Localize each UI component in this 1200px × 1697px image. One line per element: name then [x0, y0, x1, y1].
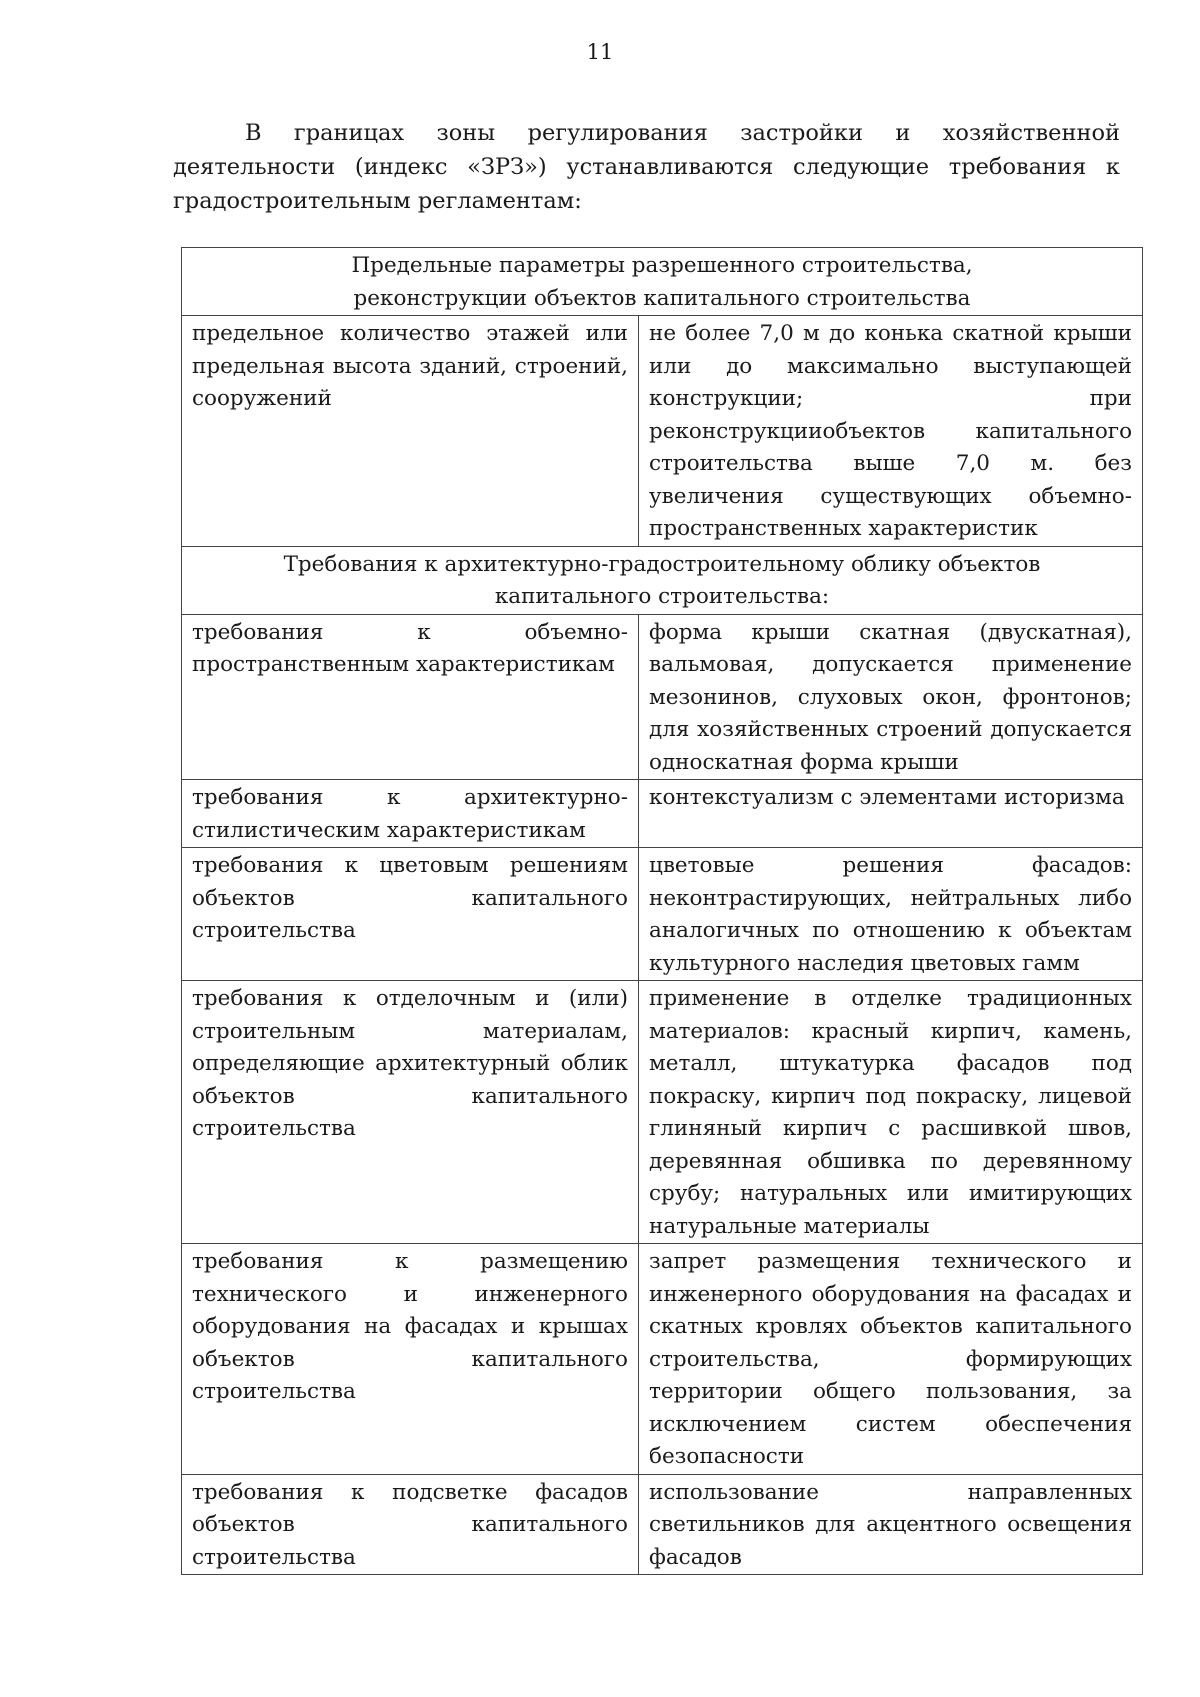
regulations-table: [181, 247, 1143, 1575]
table-row: [182, 316, 1143, 547]
parameter-value-cell: контекстуализм с элементами историзма: [639, 780, 1143, 848]
section-heading-limits: [182, 248, 1143, 316]
parameter-value-cell: форма крыши скатная (двускатная), вальмовая, допускается применение мезонинов, слуховых окон, фронтонов; для хозяйственных строений допускается односкатная форма крыши: [639, 614, 1143, 780]
parameter-name-cell: требования к отделочным и (или) строительным материалам, определяющие архитектурный облик объектов капитального строительства: [182, 981, 639, 1244]
table-row: [182, 614, 1143, 780]
parameter-name-cell: требования к объемно-пространственным характеристикам: [182, 614, 639, 780]
table-row: [182, 1244, 1143, 1475]
parameter-value-cell: цветовые решения фасадов: неконтрастирующих, нейтральных либо аналогичных по отношению к объектам культурного наследия цветовых гамм: [639, 848, 1143, 981]
section-heading-line: Предельные параметры разрешенного строительства,: [351, 253, 973, 278]
parameter-name-cell: требования к подсветке фасадов объектов капитального строительства: [182, 1474, 639, 1575]
section-heading-line: реконструкции объектов капитального строительства: [353, 285, 971, 311]
parameter-value-cell: не более 7,0 м до конька скатной крыши или до максимально выступающей конструкции; при реконструкцииобъектов капитального строительства выше 7,0 м. без увеличения существующих объемно-пространственных характеристик: [639, 316, 1143, 547]
section-heading-row: [182, 248, 1143, 316]
section-heading-row: [182, 546, 1143, 614]
table-row: [182, 981, 1143, 1244]
parameter-name-cell: требования к размещению технического и инженерного оборудования на фасадах и крышах объектов капитального строительства: [182, 1244, 639, 1475]
parameter-name-cell: предельное количество этажей или предельная высота зданий, строений, сооружений: [182, 316, 639, 547]
parameter-value-cell: использование направленных светильников для акцентного освещения фасадов: [639, 1474, 1143, 1575]
table-row: [182, 848, 1143, 981]
parameter-value-cell: применение в отделке традиционных материалов: красный кирпич, камень, металл, штукатурка фасадов под покраску, кирпич под покраску, лицевой глиняный кирпич с расшивкой швов, деревянная обшивка по деревянному срубу; натуральных или имитирующих натуральные материалы: [639, 981, 1143, 1244]
parameter-name-cell: требования к архитектурно-стилистическим характеристикам: [182, 780, 639, 848]
section-heading-appearance: [182, 546, 1143, 614]
table-row: [182, 780, 1143, 848]
table-row: [182, 1474, 1143, 1575]
intro-paragraph: В границах зоны регулирования застройки и хозяйственной деятельности (индекс «ЗРЗ») устанавливаются следующие требования к градостроительным регламентам:: [173, 120, 1120, 214]
parameter-name-cell: требования к цветовым решениям объектов капитального строительства: [182, 848, 639, 981]
section-heading-line: капитального строительства:: [494, 584, 830, 609]
page-number: 11: [586, 40, 614, 64]
section-heading-line: Требования к архитектурно-градостроительному облику объектов: [283, 551, 1041, 577]
parameter-value-cell: запрет размещения технического и инженерного оборудования на фасадах и скатных кровлях объектов капитального строительства, формирующих территории общего пользования, за исключением систем обеспечения безопасности: [639, 1244, 1143, 1475]
